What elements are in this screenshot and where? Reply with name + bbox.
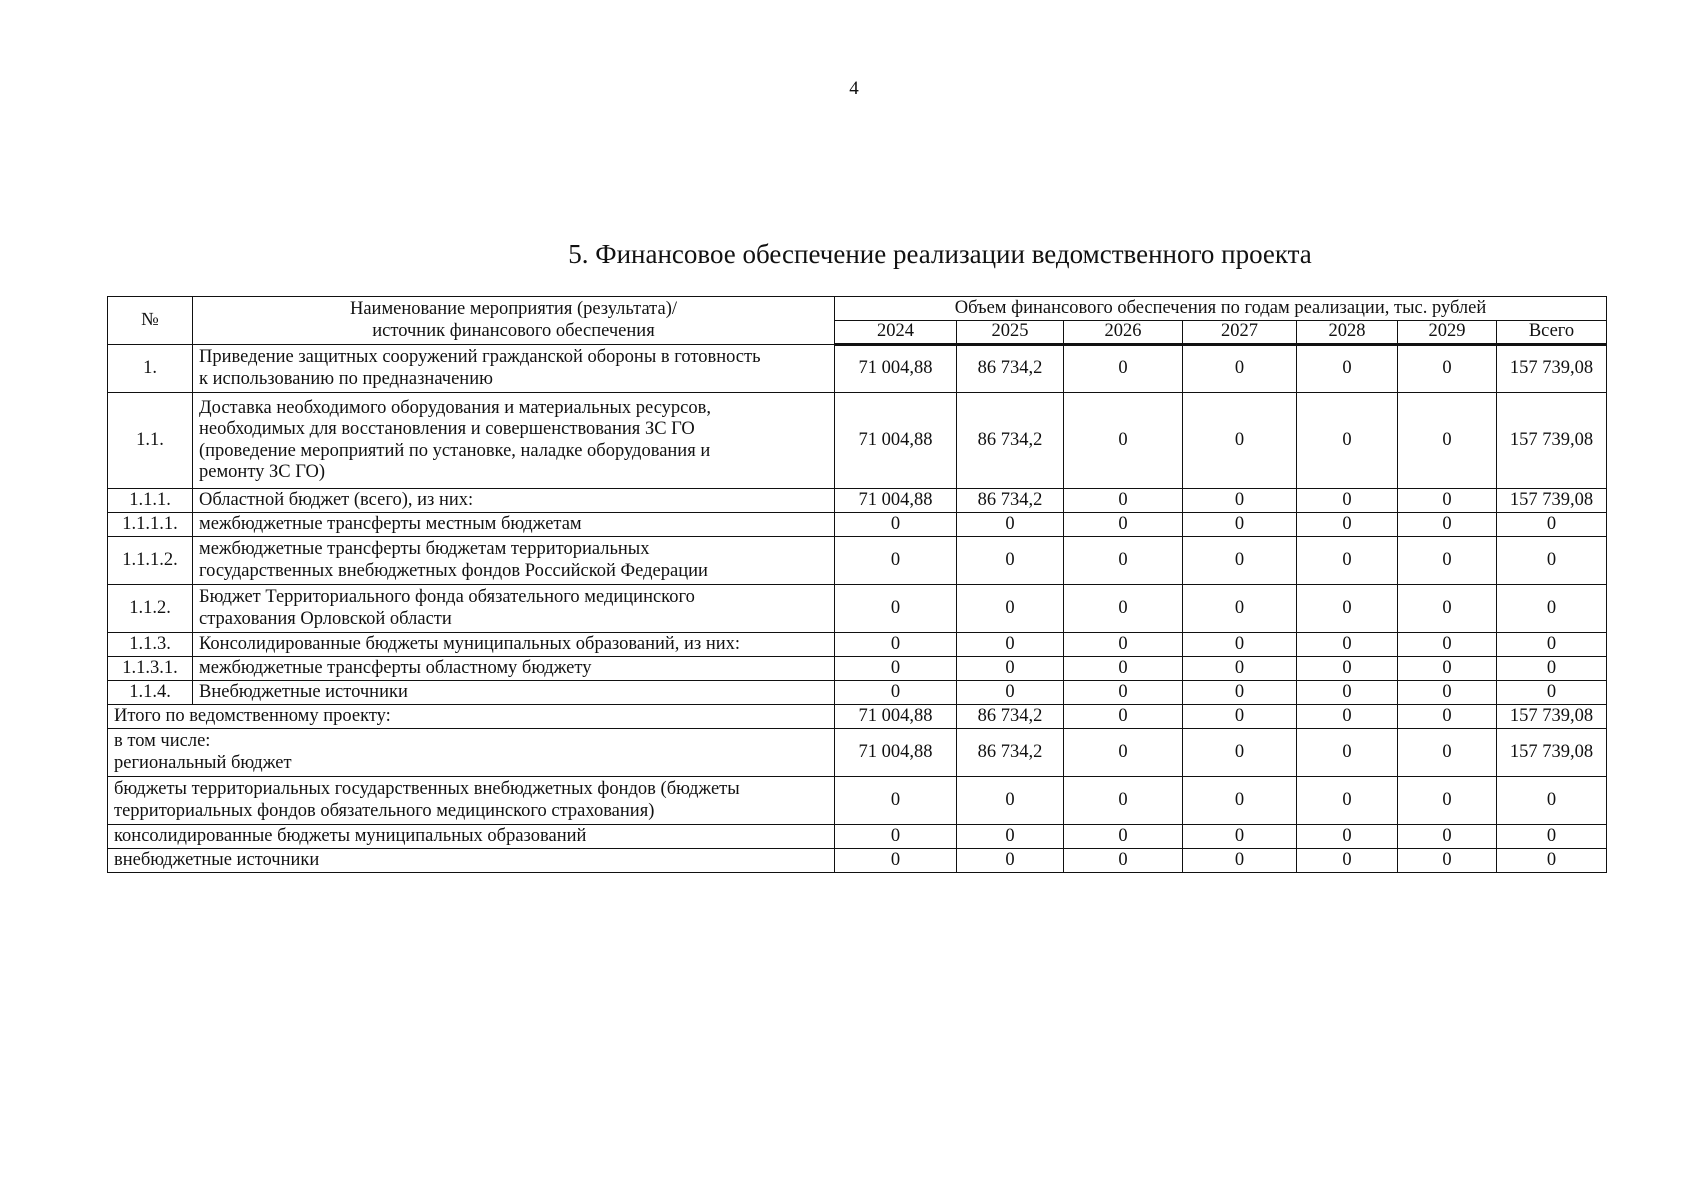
value-cell: 0 — [1297, 633, 1398, 657]
financing-table — [107, 296, 1607, 873]
row-name-line: к использованию по предназначению — [199, 368, 493, 389]
value-cell: 0 — [957, 537, 1064, 585]
row-number: 1.1.3.1. — [108, 657, 193, 681]
row-number: 1.1.2. — [108, 585, 193, 633]
table-row — [108, 585, 1607, 633]
row-name-line: (проведение мероприятий по установке, наладке оборудования и — [199, 440, 711, 461]
header-year: 2026 — [1064, 321, 1183, 345]
value-cell: 0 — [1398, 777, 1497, 825]
value-cell: 0 — [1183, 681, 1297, 705]
total-cell: 0 — [1497, 681, 1607, 705]
section-title: 5. Финансовое обеспечение реализации ведомственного проекта — [568, 239, 1312, 269]
value-cell: 0 — [1183, 489, 1297, 513]
summary-label — [108, 705, 835, 729]
row-name — [193, 345, 835, 393]
row-number: 1.1. — [108, 393, 193, 489]
value-cell: 0 — [1064, 393, 1183, 489]
value-cell: 0 — [1398, 537, 1497, 585]
value-cell: 71 004,88 — [835, 489, 957, 513]
value-cell: 0 — [1297, 513, 1398, 537]
value-cell: 0 — [1183, 585, 1297, 633]
row-name-line: Бюджет Территориального фонда обязательного медицинского — [199, 587, 695, 607]
value-cell: 86 734,2 — [957, 345, 1064, 393]
value-cell: 0 — [1398, 585, 1497, 633]
table-row — [108, 345, 1607, 393]
value-cell: 0 — [1297, 585, 1398, 633]
row-number: 1.1.1. — [108, 489, 193, 513]
value-cell: 0 — [835, 633, 957, 657]
summary-label-line: консолидированные бюджеты муниципальных образований — [114, 825, 587, 846]
row-name-line: Областной бюджет (всего), из них: — [199, 489, 474, 510]
value-cell: 0 — [957, 513, 1064, 537]
row-name-line: необходимых для восстановления и совершенствования ЗС ГО — [199, 419, 695, 439]
value-cell: 0 — [1183, 393, 1297, 489]
value-cell: 0 — [1398, 633, 1497, 657]
summary-label — [108, 777, 835, 825]
value-cell: 0 — [1183, 345, 1297, 393]
row-number: 1.1.4. — [108, 681, 193, 705]
value-cell: 0 — [957, 681, 1064, 705]
page-number: 4 — [849, 78, 859, 99]
summary-label-line: внебюджетные источники — [114, 849, 320, 870]
row-name — [193, 489, 835, 513]
summary-label-line: территориальных фондов обязательного медицинского страхования) — [114, 800, 655, 821]
value-cell: 0 — [1183, 705, 1297, 729]
value-cell: 0 — [1183, 849, 1297, 873]
row-name-line: ремонту ЗС ГО) — [199, 462, 326, 482]
row-name — [193, 393, 835, 489]
row-number: 1.1.1.1. — [108, 513, 193, 537]
value-cell: 86 734,2 — [957, 393, 1064, 489]
value-cell: 0 — [1398, 393, 1497, 489]
summary-row — [108, 729, 1607, 777]
header-total: Всего — [1497, 321, 1607, 345]
total-cell: 0 — [1497, 777, 1607, 825]
value-cell: 0 — [1297, 777, 1398, 825]
value-cell: 0 — [835, 849, 957, 873]
value-cell: 71 004,88 — [835, 345, 957, 393]
value-cell: 71 004,88 — [835, 393, 957, 489]
value-cell: 0 — [1297, 393, 1398, 489]
row-name — [193, 537, 835, 585]
value-cell: 0 — [1064, 849, 1183, 873]
total-cell: 157 739,08 — [1497, 705, 1607, 729]
total-cell: 0 — [1497, 849, 1607, 873]
value-cell: 0 — [1064, 513, 1183, 537]
total-cell: 0 — [1497, 825, 1607, 849]
value-cell: 0 — [835, 825, 957, 849]
header-name-line: источник финансового обеспечения — [372, 320, 655, 341]
row-name — [193, 681, 835, 705]
value-cell: 0 — [1064, 585, 1183, 633]
row-name-line: межбюджетные трансферты местным бюджетам — [199, 513, 582, 534]
value-cell: 0 — [1297, 345, 1398, 393]
total-cell: 0 — [1497, 585, 1607, 633]
row-name-line: межбюджетные трансферты бюджетам территориальных — [199, 539, 650, 559]
header-year: 2027 — [1183, 321, 1297, 345]
summary-row — [108, 849, 1607, 873]
value-cell: 0 — [1064, 825, 1183, 849]
table-row — [108, 657, 1607, 681]
value-cell: 0 — [1183, 537, 1297, 585]
summary-label-line: Итого по ведомственному проекту: — [114, 705, 391, 726]
header-year: 2024 — [835, 321, 957, 345]
value-cell: 71 004,88 — [835, 705, 957, 729]
row-name — [193, 657, 835, 681]
value-cell: 0 — [1297, 489, 1398, 513]
summary-row — [108, 777, 1607, 825]
value-cell: 0 — [957, 585, 1064, 633]
row-name-line: Внебюджетные источники — [199, 681, 408, 702]
value-cell: 0 — [1064, 489, 1183, 513]
value-cell: 0 — [1183, 513, 1297, 537]
table-header — [108, 297, 1607, 345]
value-cell: 0 — [835, 777, 957, 825]
row-name-line: страхования Орловской области — [199, 608, 452, 629]
row-name-line: Приведение защитных сооружений гражданской обороны в готовность — [199, 347, 761, 367]
summary-label-line: в том числе: — [114, 731, 211, 751]
value-cell: 0 — [835, 585, 957, 633]
value-cell: 0 — [1297, 681, 1398, 705]
value-cell: 0 — [1297, 729, 1398, 777]
header-num: № — [108, 297, 193, 345]
header-funding: Объем финансового обеспечения по годам реализации, тыс. рублей — [835, 297, 1607, 321]
table-row — [108, 633, 1607, 657]
header-year: 2025 — [957, 321, 1064, 345]
value-cell: 0 — [1064, 777, 1183, 825]
summary-label-line: региональный бюджет — [114, 752, 292, 773]
row-name — [193, 633, 835, 657]
row-name-line: государственных внебюджетных фондов Российской Федерации — [199, 560, 708, 581]
value-cell: 0 — [1398, 489, 1497, 513]
row-name — [193, 585, 835, 633]
total-cell: 0 — [1497, 537, 1607, 585]
table-row — [108, 681, 1607, 705]
row-name-line: Консолидированные бюджеты муниципальных образований, из них: — [199, 633, 741, 654]
value-cell: 0 — [1398, 729, 1497, 777]
value-cell: 0 — [1398, 345, 1497, 393]
value-cell: 0 — [835, 513, 957, 537]
total-cell: 0 — [1497, 633, 1607, 657]
row-number: 1. — [108, 345, 193, 393]
value-cell: 0 — [957, 777, 1064, 825]
value-cell: 0 — [1064, 537, 1183, 585]
value-cell: 0 — [1297, 657, 1398, 681]
header-name — [193, 297, 835, 345]
row-name — [193, 513, 835, 537]
total-cell: 157 739,08 — [1497, 489, 1607, 513]
total-cell: 0 — [1497, 513, 1607, 537]
row-name-line: межбюджетные трансферты областному бюджету — [199, 657, 592, 678]
header-year: 2029 — [1398, 321, 1497, 345]
row-number: 1.1.3. — [108, 633, 193, 657]
total-cell: 157 739,08 — [1497, 345, 1607, 393]
value-cell: 0 — [1398, 849, 1497, 873]
value-cell: 0 — [1297, 537, 1398, 585]
summary-label — [108, 729, 835, 777]
value-cell: 0 — [835, 537, 957, 585]
value-cell: 0 — [1398, 705, 1497, 729]
value-cell: 0 — [957, 825, 1064, 849]
total-cell: 157 739,08 — [1497, 393, 1607, 489]
value-cell: 0 — [1297, 705, 1398, 729]
value-cell: 0 — [1183, 777, 1297, 825]
summary-row — [108, 825, 1607, 849]
value-cell: 86 734,2 — [957, 489, 1064, 513]
table-row — [108, 513, 1607, 537]
value-cell: 0 — [1064, 681, 1183, 705]
value-cell: 86 734,2 — [957, 705, 1064, 729]
table-row — [108, 393, 1607, 489]
row-number: 1.1.1.2. — [108, 537, 193, 585]
value-cell: 0 — [1183, 633, 1297, 657]
value-cell: 0 — [835, 681, 957, 705]
value-cell: 0 — [957, 633, 1064, 657]
value-cell: 0 — [1297, 849, 1398, 873]
row-name-line: Доставка необходимого оборудования и материальных ресурсов, — [199, 397, 711, 418]
value-cell: 0 — [1398, 513, 1497, 537]
value-cell: 0 — [1064, 705, 1183, 729]
value-cell: 0 — [957, 657, 1064, 681]
value-cell: 0 — [1297, 825, 1398, 849]
total-cell: 0 — [1497, 657, 1607, 681]
summary-row — [108, 705, 1607, 729]
value-cell: 0 — [1398, 681, 1497, 705]
header-year: 2028 — [1297, 321, 1398, 345]
total-cell: 157 739,08 — [1497, 729, 1607, 777]
value-cell: 0 — [957, 849, 1064, 873]
value-cell: 0 — [1398, 657, 1497, 681]
value-cell: 0 — [1183, 729, 1297, 777]
summary-label — [108, 849, 835, 873]
value-cell: 0 — [1064, 633, 1183, 657]
value-cell: 0 — [1183, 825, 1297, 849]
value-cell: 0 — [1398, 825, 1497, 849]
table-row — [108, 489, 1607, 513]
value-cell: 0 — [1064, 729, 1183, 777]
table-row — [108, 537, 1607, 585]
value-cell: 0 — [835, 657, 957, 681]
value-cell: 0 — [1064, 657, 1183, 681]
summary-label-line: бюджеты территориальных государственных внебюджетных фондов (бюджеты — [114, 779, 740, 799]
table-body — [108, 345, 1607, 873]
value-cell: 0 — [1183, 657, 1297, 681]
value-cell: 71 004,88 — [835, 729, 957, 777]
value-cell: 86 734,2 — [957, 729, 1064, 777]
value-cell: 0 — [1064, 345, 1183, 393]
header-name-line: Наименование мероприятия (результата)/ — [349, 299, 677, 319]
summary-label — [108, 825, 835, 849]
